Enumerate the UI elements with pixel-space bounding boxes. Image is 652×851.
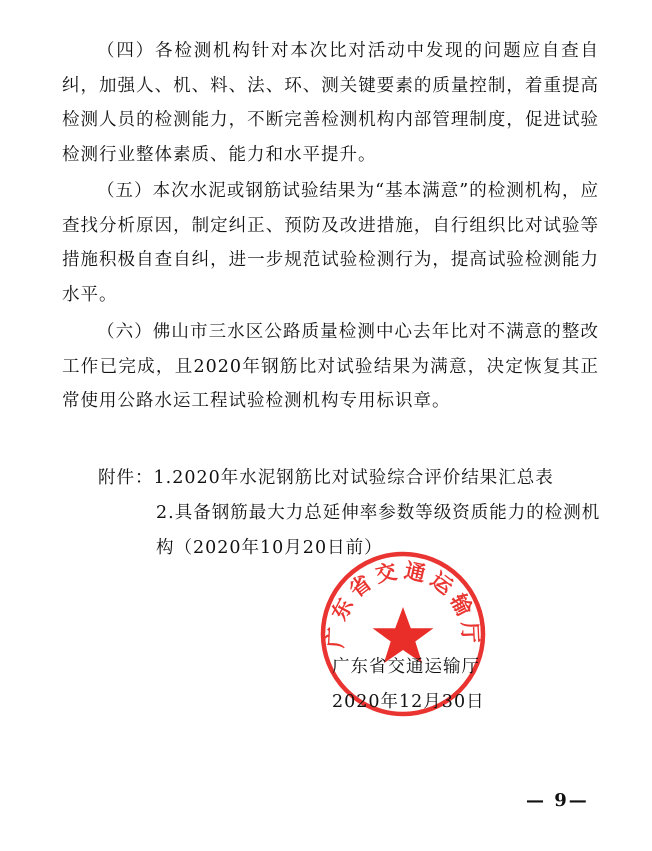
- paragraph-5: （五）本次水泥或钢筋试验结果为“基本满意”的检测机构，应查找分析原因，制定纠正、预防及改进措施，自行组织比对试验等措施积极自查自纠，进一步规范试验检测行为，提高试验检测能力水平。: [62, 181, 599, 305]
- page-number: — 9—: [526, 790, 589, 811]
- issue-date: 2020年12月30日: [332, 692, 485, 712]
- paragraph-6: （六）佛山市三水区公路质量检测中心去年比对不满意的整改工作已完成，且2020年钢筋比对试验结果为满意，决定恢复其正常使用公路水运工程试验检测机构专用标识章。: [62, 322, 599, 411]
- issuer-name: 广东省交通运输厅: [332, 657, 480, 677]
- attachment-1: 附件：1.2020年水泥钢筋比对试验综合评价结果汇总表: [98, 468, 554, 488]
- seal-text: 广东省交通运输厅: [322, 557, 484, 649]
- paragraph-4: （四）各检测机构针对本次比对活动中发现的问题应自查自纠，加强人、机、料、法、环、测关键要素的质量控制，着重提高检测人员的检测能力，不断完善检测机构内部管理制度，促进试验检测行业整体素质、能力和水平提升。: [62, 41, 599, 165]
- attachment-2: 2.具备钢筋最大力总延伸率参数等级资质能力的检测机构（2020年10月20日前）: [156, 503, 601, 558]
